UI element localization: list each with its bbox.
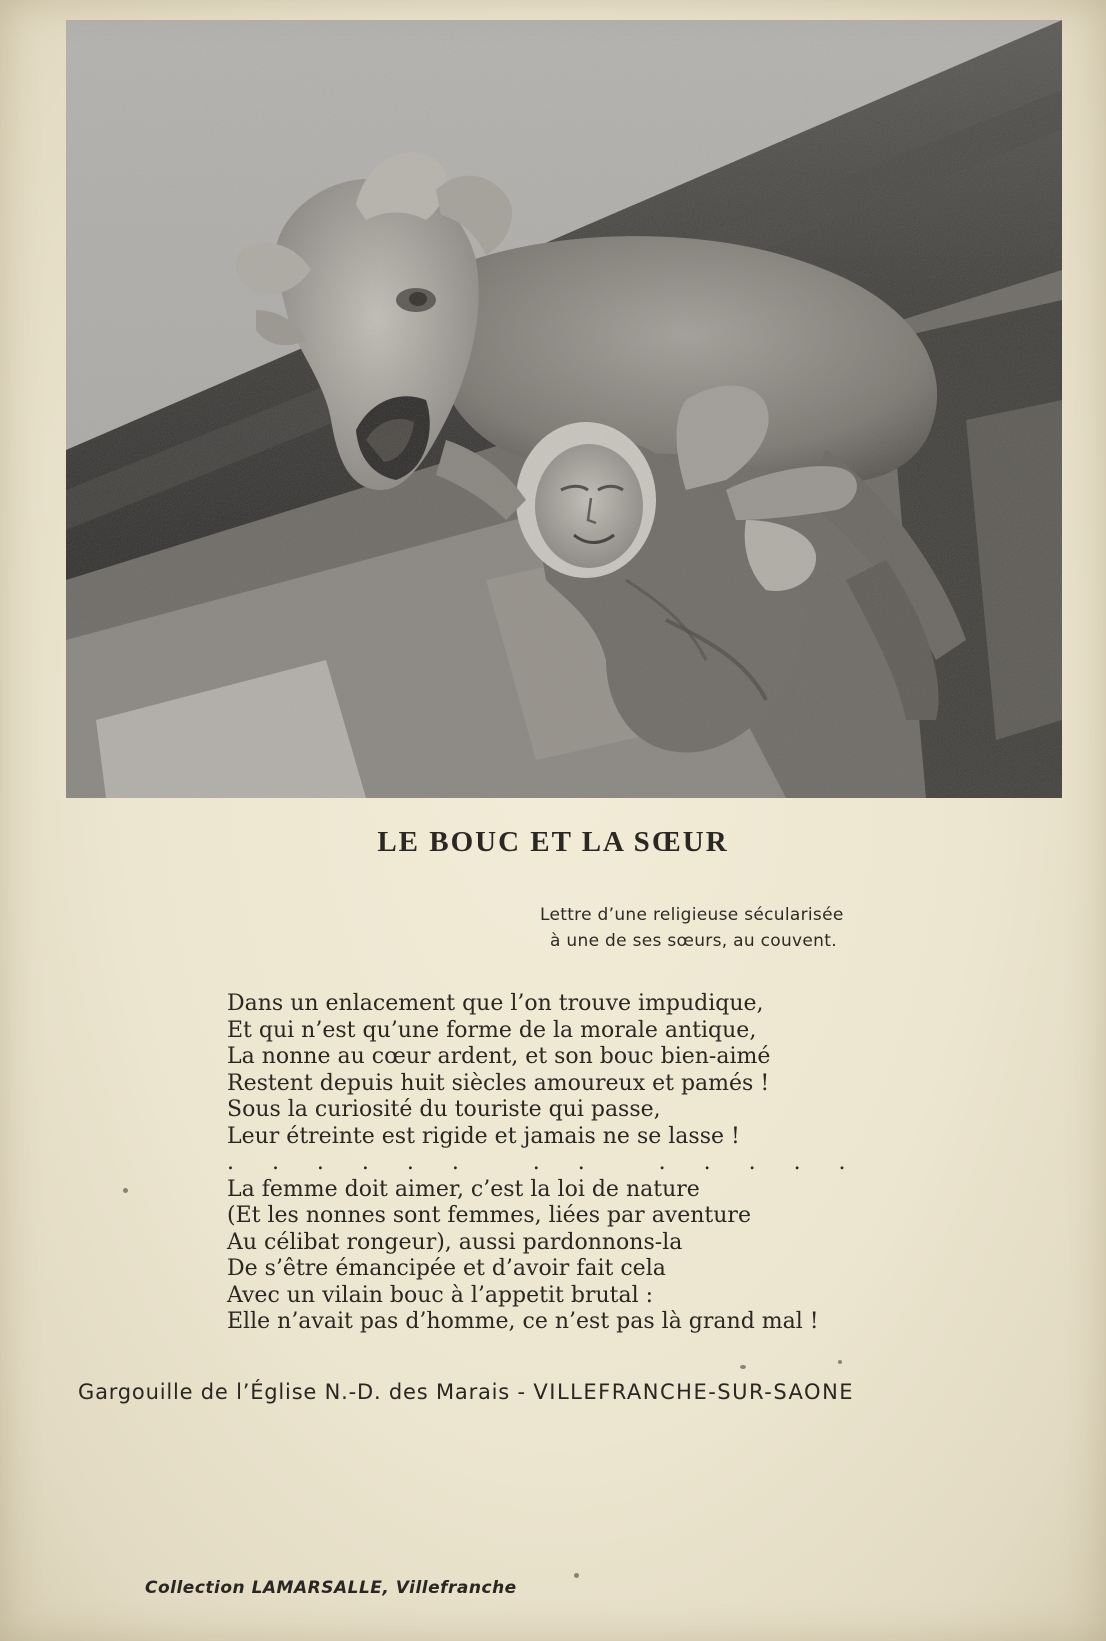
- poem-line: Sous la curiosité du touriste qui passe,: [227, 1097, 661, 1122]
- print-speck: [574, 1573, 579, 1578]
- publisher-credit: Collection LAMARSALLE, Villefranche: [145, 1578, 517, 1598]
- poem-line: De s’être émancipée et d’avoir fait cela: [227, 1256, 666, 1281]
- poem-line: Au célibat rongeur), aussi pardonnons-la: [227, 1229, 683, 1255]
- caption-text: Gargouille de l’Église N.-D. des Marais: [78, 1380, 511, 1404]
- poem-line: Elle n’avait pas d’homme, ce n’est pas là grand mal !: [227, 1309, 819, 1334]
- poem-line: Et qui n’est qu’une forme de la morale antique,: [227, 1017, 757, 1043]
- caption-separator: -: [510, 1380, 534, 1404]
- poem: [227, 991, 947, 1336]
- subtitle-line-2: à une de ses sœurs, au couvent.: [550, 931, 837, 951]
- print-speck: [123, 1188, 128, 1193]
- stanza-separator: . . . . . . . . . . . . .: [227, 1150, 848, 1175]
- caption-place: VILLEFRANCHE-SUR-SAONE: [533, 1380, 855, 1404]
- poem-line: Restent depuis huit siècles amoureux et pamés !: [227, 1070, 770, 1096]
- gargoyle-illustration: [66, 20, 1062, 798]
- poem-line: Avec un vilain bouc à l’appetit brutal :: [227, 1282, 654, 1308]
- location-caption: [78, 1380, 854, 1404]
- poem-line: Dans un enlacement que l’on trouve impudique,: [227, 991, 764, 1016]
- gargoyle-photo: [66, 20, 1062, 798]
- print-speck: [740, 1365, 746, 1369]
- subtitle-line-1: Lettre d’une religieuse sécularisée: [540, 905, 844, 925]
- print-speck: [838, 1360, 842, 1364]
- poem-line: La nonne au cœur ardent, et son bouc bien-aimé: [227, 1044, 771, 1069]
- poem-title: LE BOUC ET LA SŒUR: [377, 826, 729, 858]
- poem-line: Leur étreinte est rigide et jamais ne se lasse !: [227, 1123, 740, 1149]
- subtitle: [540, 902, 920, 954]
- poem-line: La femme doit aimer, c’est la loi de nature: [227, 1176, 700, 1202]
- poem-line: (Et les nonnes sont femmes, liées par aventure: [227, 1203, 751, 1228]
